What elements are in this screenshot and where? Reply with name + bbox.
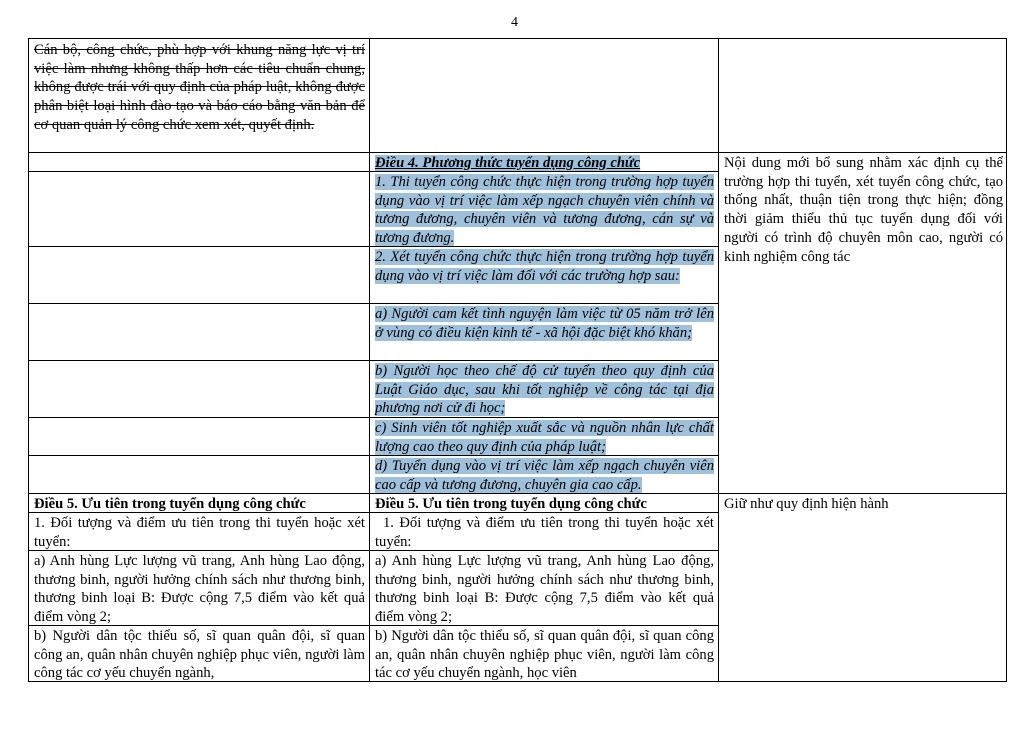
article4-note: Nội dung mới bổ sung nhằm xác định cụ thể trường hợp thi tuyển, xét tuyển công chức, tạo thống nhất, thuận tiện trong thực hiện; đồng thời giảm thiểu thủ tục tuyển dụng đối với người có trình độ chuyên môn cao, người có kinh nghiệm công tác bbox=[724, 155, 1003, 265]
article5-note: Giữ như quy định hiện hành bbox=[724, 496, 889, 512]
col1-article5-point-a: a) Anh hùng Lực lượng vũ trang, Anh hùng Lao động, thương binh, người hưởng chính sách như thương binh, thương binh loại B: Được cộng 7,5 điểm vào kết quả điểm vòng 2; bbox=[34, 553, 365, 626]
article4-point-d: d) Tuyển dụng vào vị trí việc làm xếp ngạch chuyên viên cao cấp và tương đương, chuyên gia cao cấp. bbox=[375, 458, 714, 493]
article4-point-a: a) Người cam kết tình nguyện làm việc từ 05 năm trở lên ở vùng có điều kiện kinh tế - xã hội đặc biệt khó khăn; bbox=[375, 306, 714, 341]
row-separator bbox=[29, 303, 718, 304]
row-separator bbox=[29, 360, 718, 361]
col2-article5-title: Điều 5. Ưu tiên trong tuyển dụng công chức bbox=[375, 496, 647, 512]
col1-article5-point-b: b) Người dân tộc thiểu số, sĩ quan quân đội, sĩ quan công an, quân nhân chuyên nghiệp phục viên, người làm công tác cơ yếu chuyển ngành, bbox=[34, 628, 365, 682]
article4-clause1: 1. Thi tuyển công chức thực hiện trong trường hợp tuyển dụng vào vị trí việc làm xếp ngạch chuyên viên chính và tương đương, chuyên viên và tương đương, cán sự và tương đương. bbox=[375, 174, 714, 247]
deleted-paragraph: Cán bộ, công chức, phù hợp với khung năng lực vị trí việc làm nhưng không thấp hơn các tiêu chuẩn chung, không được trái với quy định của pháp luật, không được phân biệt loại hình đào tạo và báo cáo bằng văn bản để cơ quan quản lý công chức xem xét, quyết định. bbox=[34, 42, 365, 133]
article4-clause2: 2. Xét tuyển công chức thực hiện trong trường hợp tuyển dụng vào vị trí việc làm đối với các trường hợp sau: bbox=[375, 249, 714, 284]
column-divider-2 bbox=[718, 39, 719, 681]
article4-point-c: c) Sinh viên tốt nghiệp xuất sắc và nguồn nhân lực chất lượng cao theo quy định của pháp luật; bbox=[375, 420, 714, 455]
col2-article5-clause1: 1. Đối tượng và điểm ưu tiên trong thi tuyển hoặc xét tuyển: bbox=[375, 515, 714, 550]
article4-title: Điều 4. Phương thức tuyển dụng công chức bbox=[375, 155, 641, 171]
col1-article5-title: Điều 5. Ưu tiên trong tuyển dụng công chức bbox=[34, 496, 306, 512]
page-number: 4 bbox=[511, 15, 518, 30]
col2-article5-point-b: b) Người dân tộc thiểu số, sĩ quan quân đội, sĩ quan công an, quân nhân chuyên nghiệp phục viên, người làm công tác cơ yếu chuyển ngành, học viên bbox=[375, 628, 714, 682]
row-separator bbox=[29, 152, 1006, 153]
comparison-table bbox=[28, 38, 1007, 682]
article4-point-b: b) Người học theo chế độ cử tuyển theo quy định của Luật Giáo dục, sau khi tốt nghiệp về công tác tại địa phương nơi cử đi học; bbox=[375, 363, 714, 417]
col1-article5-clause1: 1. Đối tượng và điểm ưu tiên trong thi tuyển hoặc xét tuyển: bbox=[34, 515, 365, 550]
col2-article5-point-a: a) Anh hùng Lực lượng vũ trang, Anh hùng Lao động, thương binh, người hưởng chính sách như thương binh, thương binh loại B: Được cộng 7,5 điểm vào kết quả điểm vòng 2; bbox=[375, 553, 714, 626]
